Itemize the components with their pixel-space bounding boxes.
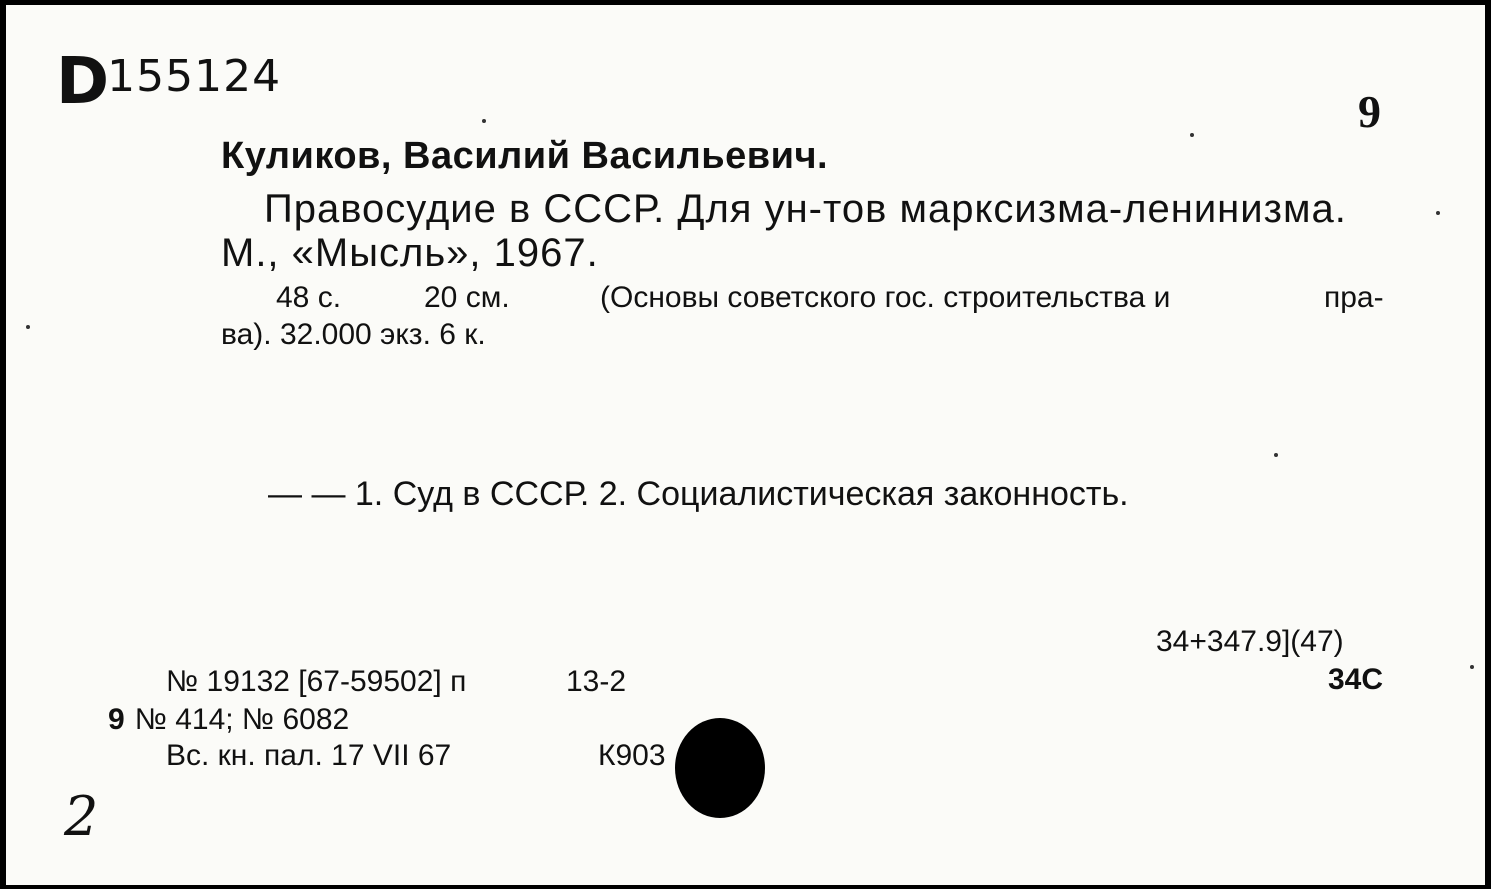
reference-numbers <box>108 703 349 737</box>
book-chamber-line: Вс. кн. пал. 17 VII 67 <box>166 739 452 772</box>
subject-headings: — — 1. Суд в СССР. 2. Социалистическая законность. <box>268 475 1129 513</box>
author-mark: 34С <box>1328 663 1384 696</box>
speck <box>1436 211 1440 215</box>
handwritten-call-number <box>56 45 281 119</box>
speck <box>482 119 486 123</box>
pages: 48 с. <box>276 281 342 314</box>
series-line-1: (Основы советского гос. строительства и <box>600 281 1171 314</box>
speck <box>1190 133 1194 137</box>
punch-hole <box>675 718 765 818</box>
author-heading: Куликов, Василий Васильевич. <box>221 135 829 177</box>
accession-number: № 19132 [67-59502] п <box>166 665 467 698</box>
ref-numbers-text: № 414; № 6082 <box>134 703 350 736</box>
ref-prefix: 9 <box>108 703 125 736</box>
speck <box>1274 453 1278 457</box>
series-hyphen: пра- <box>1324 281 1384 314</box>
order-number: К903 <box>598 739 666 772</box>
handwritten-number: 155124 <box>107 51 282 102</box>
title-line-1: Правосудие в СССР. Для ун-тов марксизма-ленинизма. <box>264 187 1347 231</box>
speck <box>26 325 30 329</box>
title-line-2: М., «Мысль», 1967. <box>221 231 599 275</box>
handwritten-letter: D <box>56 45 108 119</box>
copy-count: 9 <box>1358 86 1381 137</box>
accession-code: 13-2 <box>566 665 627 698</box>
catalog-card <box>4 3 1487 887</box>
classification-code: 34+347.9](47) <box>1156 625 1344 658</box>
size: 20 см. <box>424 281 510 314</box>
handwritten-mark: 2 <box>64 785 99 848</box>
series-line-2: ва). 32.000 экз. 6 к. <box>221 318 486 351</box>
speck <box>1470 665 1474 669</box>
